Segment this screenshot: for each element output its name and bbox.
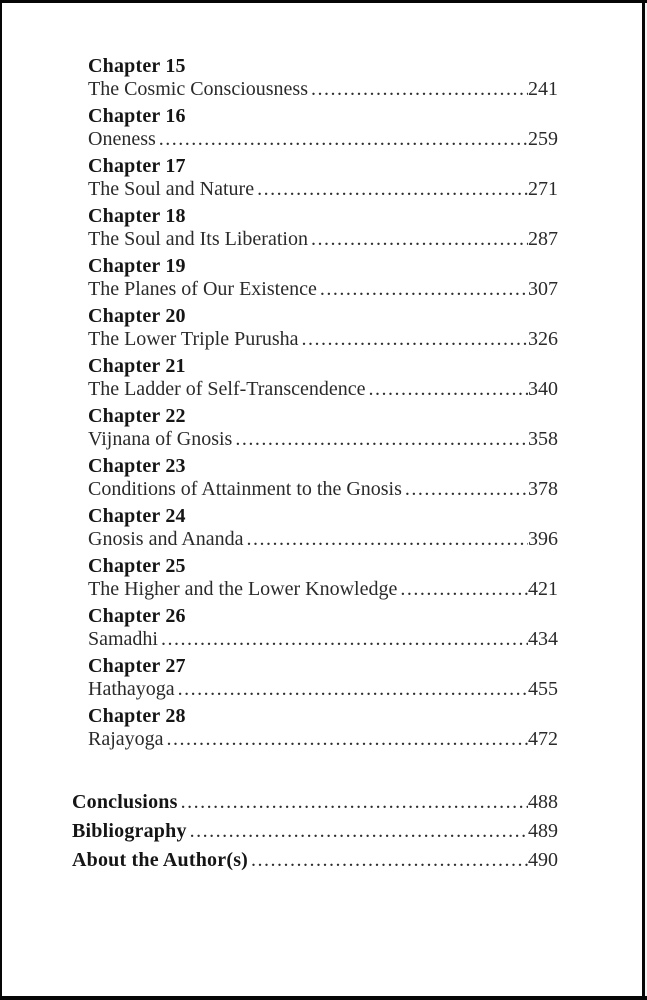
chapter-title: The Planes of Our Existence xyxy=(88,278,317,300)
chapter-label: Chapter 16 xyxy=(88,105,186,127)
page-number: 488 xyxy=(528,791,558,813)
chapter-title: The Lower Triple Purusha xyxy=(88,328,299,350)
chapter-title: Oneness xyxy=(88,128,156,150)
dot-leader xyxy=(175,678,528,701)
page-number: 287 xyxy=(528,228,558,250)
dot-leader xyxy=(244,528,528,551)
page-number: 396 xyxy=(528,528,558,550)
page-number: 271 xyxy=(528,178,558,200)
chapter-title: The Higher and the Lower Knowledge xyxy=(88,578,398,600)
chapter-label: Chapter 15 xyxy=(88,55,186,77)
toc-entry xyxy=(88,705,558,751)
page-number: 421 xyxy=(528,578,558,600)
toc-entry-line xyxy=(88,328,558,351)
dot-leader xyxy=(187,820,528,843)
back-matter-entry xyxy=(72,820,558,843)
page-number: 378 xyxy=(528,478,558,500)
chapter-label: Chapter 17 xyxy=(88,155,186,177)
back-matter-title: About the Author(s) xyxy=(72,849,249,871)
chapter-label: Chapter 27 xyxy=(88,655,186,677)
toc-entry xyxy=(88,305,558,351)
toc-entry-line xyxy=(88,528,558,551)
toc-entry-line xyxy=(88,128,558,151)
page-number: 358 xyxy=(528,428,558,450)
toc-entry-line xyxy=(88,228,558,251)
chapter-label: Chapter 24 xyxy=(88,505,186,527)
chapter-label: Chapter 23 xyxy=(88,455,186,477)
chapter-label: Chapter 19 xyxy=(88,255,186,277)
toc-entry xyxy=(88,255,558,301)
toc-entry xyxy=(88,405,558,451)
toc-entry-line xyxy=(88,728,558,751)
dot-leader xyxy=(254,178,528,201)
toc-entry xyxy=(88,155,558,201)
toc-entry-line xyxy=(88,378,558,401)
toc-entry-line xyxy=(88,78,558,101)
dot-leader xyxy=(308,228,528,251)
toc-entry xyxy=(88,55,558,101)
page-number: 489 xyxy=(528,820,558,842)
chapter-title: The Ladder of Self-Transcendence xyxy=(88,378,366,400)
toc-entry xyxy=(88,655,558,701)
toc-entry-line xyxy=(88,478,558,501)
chapter-label: Chapter 18 xyxy=(88,205,186,227)
toc-entry xyxy=(88,505,558,551)
dot-leader xyxy=(299,328,528,351)
dot-leader xyxy=(178,791,528,814)
dot-leader xyxy=(232,428,528,451)
dot-leader xyxy=(248,849,528,872)
chapter-title: The Soul and Its Liberation xyxy=(88,228,308,250)
toc-entry-line xyxy=(88,578,558,601)
chapter-label: Chapter 26 xyxy=(88,605,186,627)
chapter-title: Gnosis and Ananda xyxy=(88,528,244,550)
back-matter-title: Bibliography xyxy=(72,820,187,842)
page-number: 490 xyxy=(528,849,558,871)
page-number: 340 xyxy=(528,378,558,400)
chapter-label: Chapter 21 xyxy=(88,355,186,377)
page-number: 241 xyxy=(528,78,558,100)
dot-leader xyxy=(317,278,528,301)
chapter-title: Samadhi xyxy=(88,628,158,650)
dot-leader xyxy=(397,578,528,601)
dot-leader xyxy=(158,628,528,651)
chapter-title: Vijnana of Gnosis xyxy=(88,428,233,450)
chapter-label: Chapter 25 xyxy=(88,555,186,577)
toc-entry-line xyxy=(88,628,558,651)
table-of-contents xyxy=(88,55,558,755)
toc-entry xyxy=(88,555,558,601)
chapter-title: Hathayoga xyxy=(88,678,175,700)
dot-leader xyxy=(365,378,528,401)
chapter-title: The Soul and Nature xyxy=(88,178,255,200)
toc-entry-line xyxy=(88,678,558,701)
chapter-title: The Cosmic Consciousness xyxy=(88,78,308,100)
page-number: 434 xyxy=(528,628,558,650)
book-page xyxy=(2,3,642,996)
toc-entry-line xyxy=(88,178,558,201)
back-matter-entry xyxy=(72,791,558,814)
page-number: 472 xyxy=(528,728,558,750)
toc-entry-line xyxy=(88,278,558,301)
dot-leader xyxy=(308,78,528,101)
back-matter-title: Conclusions xyxy=(72,791,178,813)
toc-entry-line xyxy=(88,428,558,451)
chapter-label: Chapter 22 xyxy=(88,405,186,427)
dot-leader xyxy=(402,478,528,501)
toc-entry xyxy=(88,355,558,401)
page-number: 455 xyxy=(528,678,558,700)
page-number: 307 xyxy=(528,278,558,300)
toc-entry xyxy=(88,105,558,151)
toc-entry xyxy=(88,455,558,501)
back-matter-section xyxy=(72,791,558,878)
toc-entry xyxy=(88,605,558,651)
chapter-label: Chapter 28 xyxy=(88,705,186,727)
dot-leader xyxy=(156,128,528,151)
chapter-label: Chapter 20 xyxy=(88,305,186,327)
page-number: 259 xyxy=(528,128,558,150)
dot-leader xyxy=(164,728,528,751)
chapter-title: Conditions of Attainment to the Gnosis xyxy=(88,478,402,500)
back-matter-entry xyxy=(72,849,558,872)
toc-entry xyxy=(88,205,558,251)
page-number: 326 xyxy=(528,328,558,350)
chapter-title: Rajayoga xyxy=(88,728,164,750)
